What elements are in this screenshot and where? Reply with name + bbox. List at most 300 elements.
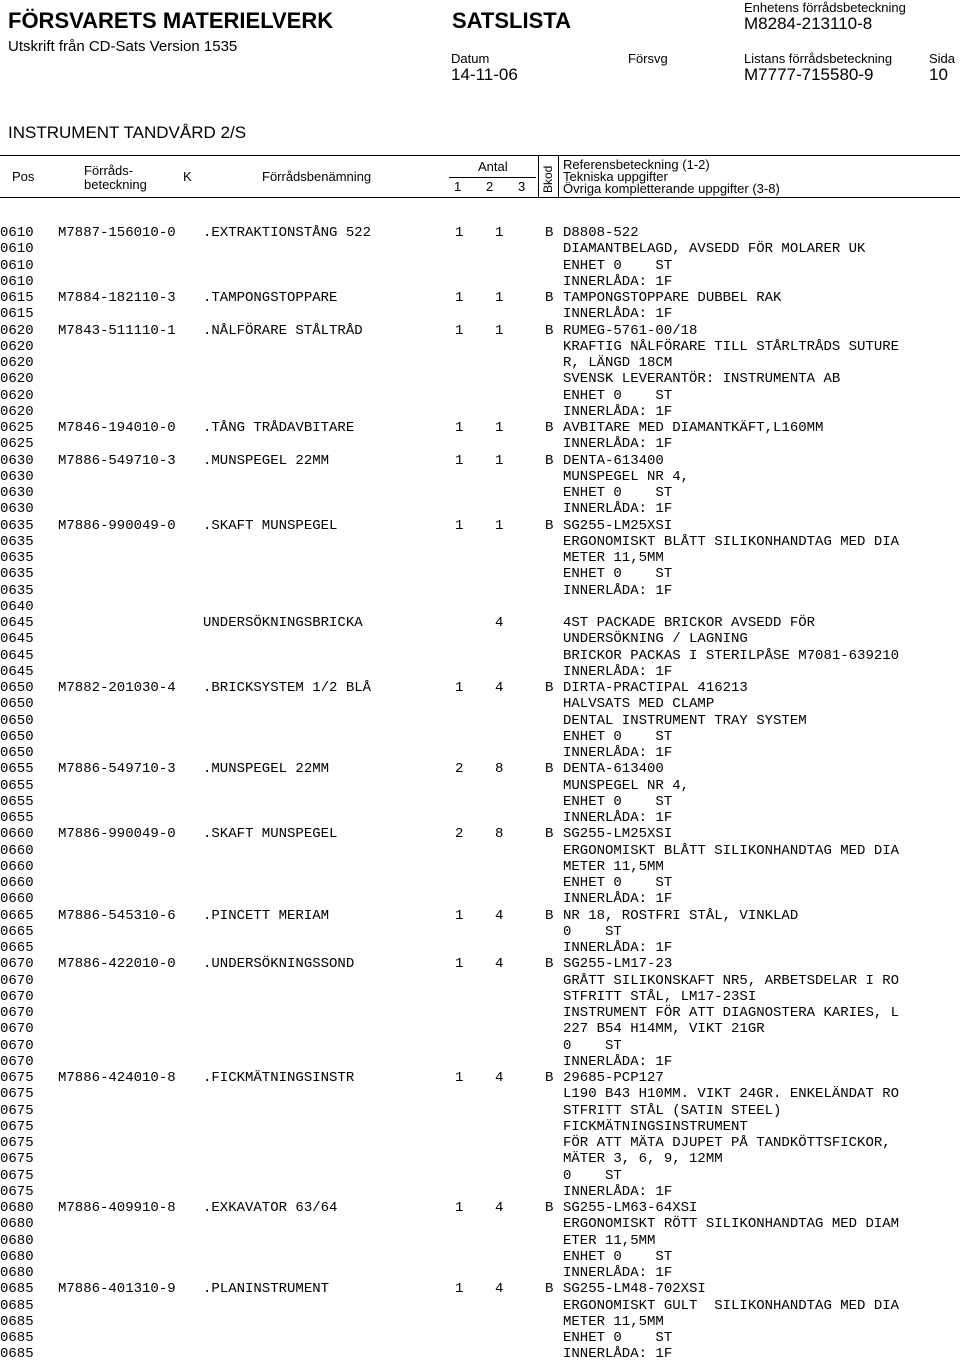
row-pos: 0675 [0,1135,34,1151]
row-article-number: M7887-156010-0 [58,225,176,241]
row-pos: 0645 [0,631,34,648]
row-reference: ENHET 0 ST [563,485,673,501]
table-row [0,924,960,940]
row-pos: 0680 [0,1248,34,1265]
row-qty-2: 4 [495,1281,504,1298]
row-reference: 227 B54 H14MM, VIKT 21GR [563,1021,765,1038]
row-reference: STFRITT STÅL, LM17-23SI [563,988,757,1005]
row-pos: 0675 [0,1151,34,1168]
list-label: Listans förrådsbeteckning [744,51,893,66]
row-qty-1: 1 [455,1281,464,1298]
row-reference: ENHET 0 ST [563,1248,673,1265]
row-reference: MUNSPEGEL NR 4, [563,777,690,794]
row-reference: INNERLÅDA: 1F [563,436,673,453]
row-reference: ENHET 0 ST [563,566,673,583]
row-reference: KRAFTIG NÅLFÖRARE TILL STÅRLTRÅDS SUTURE [563,338,900,355]
row-reference: ENHET 0 ST [563,728,673,745]
row-qty-2: 8 [495,761,504,778]
col-antal-3: 3 [518,179,526,194]
row-reference: AVBITARE MED DIAMANTKÄFT,L160MM [563,420,824,436]
row-pos: 0680 [0,1232,34,1249]
row-qty-2: 4 [495,680,504,696]
row-item-name: .UNDERSÖKNINGSSOND [203,956,355,973]
table-row [0,1119,960,1135]
row-article-number: M7886-422010-0 [58,956,176,973]
row-article-number: M7886-990049-0 [58,517,176,534]
section-title: INSTRUMENT TANDVÅRD 2/S [8,123,247,142]
date-value: 14-11-06 [451,65,518,84]
row-bkod: B [545,1200,554,1216]
table-row [0,1135,960,1151]
table-row [0,1151,960,1167]
table-row [0,1168,960,1184]
row-reference: METER 11,5MM [563,858,664,875]
col-antal-1: 1 [454,179,462,194]
row-pos: 0615 [0,306,34,323]
row-qty-2: 4 [495,1070,504,1086]
row-pos: 0670 [0,956,34,973]
table-row [0,843,960,859]
row-article-number: M7886-401310-9 [58,1281,176,1298]
row-pos: 0610 [0,225,34,241]
row-bkod: B [545,1070,554,1086]
row-pos: 0670 [0,1021,34,1038]
table-row [0,1346,960,1362]
row-qty-1: 1 [455,956,464,973]
row-pos: 0635 [0,550,34,566]
row-qty-2: 8 [495,826,504,843]
row-reference: 0 ST [563,1167,622,1184]
row-qty-1: 1 [455,907,464,924]
row-reference: INNERLÅDA: 1F [563,891,673,908]
row-pos: 0610 [0,241,34,258]
table-row [0,729,960,745]
print-subtitle: Utskrift från CD-Sats Version 1535 [8,38,238,55]
table-row [0,388,960,404]
row-pos: 0625 [0,436,34,453]
row-qty-2: 4 [495,615,504,631]
row-pos: 0635 [0,533,34,550]
row-qty-1: 2 [455,761,464,778]
row-reference: R, LÄNGD 18CM [563,355,673,371]
row-reference: L190 B43 H10MM. VIKT 24GR. ENKELÄNDAT RO [563,1086,900,1103]
table-row [0,274,960,290]
table-row [0,1298,960,1314]
row-item-name: .MUNSPEGEL 22MM [203,452,330,469]
table-row [0,1005,960,1021]
table-row [0,826,960,842]
row-pos: 0645 [0,615,34,631]
row-qty-1: 1 [455,420,464,436]
table-row [0,436,960,452]
table-row [0,1330,960,1346]
row-pos: 0610 [0,257,34,274]
table-row [0,1314,960,1330]
row-pos: 0670 [0,988,34,1005]
row-reference: DENTAL INSTRUMENT TRAY SYSTEM [563,712,807,729]
row-qty-2: 1 [495,225,504,241]
row-reference: ENHET 0 ST [563,793,673,810]
row-article-number: M7886-409910-8 [58,1200,176,1216]
row-item-name: .SKAFT MUNSPEGEL [203,517,338,534]
col-antal-2: 2 [486,179,494,194]
row-reference: ETER 11,5MM [563,1232,656,1249]
row-pos: 0685 [0,1281,34,1298]
table-row [0,680,960,696]
header-top-rule [0,155,960,156]
table-row [0,1265,960,1281]
row-qty-1: 2 [455,826,464,843]
row-article-number: M7846-194010-0 [58,420,176,436]
row-bkod: B [545,680,554,696]
table-row [0,241,960,257]
row-pos: 0645 [0,663,34,680]
table-row [0,306,960,322]
row-article-number: M7884-182110-3 [58,290,176,306]
table-row [0,534,960,550]
row-pos: 0655 [0,793,34,810]
row-pos: 0670 [0,1037,34,1054]
item-list [0,225,960,1363]
row-pos: 0675 [0,1070,34,1086]
row-pos: 0655 [0,761,34,778]
row-qty-1: 1 [455,452,464,469]
row-item-name: .TAMPONGSTOPPARE [203,290,338,306]
row-pos: 0685 [0,1297,34,1314]
row-reference: INNERLÅDA: 1F [563,810,673,826]
col-ref-3: Övriga kompletterande uppgifter (3-8) [563,181,780,196]
row-item-name: .NÅLFÖRARE STÅLTRÅD [203,322,363,339]
row-pos: 0650 [0,728,34,745]
table-row [0,290,960,306]
row-pos: 0620 [0,387,34,404]
table-row [0,258,960,274]
row-qty-1: 1 [455,290,464,306]
row-reference: 0 ST [563,1037,622,1054]
row-pos: 0675 [0,1102,34,1119]
row-pos: 0685 [0,1330,34,1346]
row-reference: ERGONOMISKT BLÅTT SILIKONHANDTAG MED DIA [563,533,900,550]
col-pos: Pos [12,169,35,184]
row-pos: 0650 [0,745,34,761]
table-row [0,615,960,631]
row-reference: SG255-LM25XSI [563,826,673,843]
row-article-number: M7886-549710-3 [58,452,176,469]
row-reference: RUMEG-5761-00/18 [563,322,698,339]
row-qty-2: 4 [495,1200,504,1216]
row-reference: SG255-LM17-23 [563,956,673,973]
row-article-number: M7886-990049-0 [58,826,176,843]
row-bkod: B [545,290,554,306]
org-title: FÖRSVARETS MATERIELVERK [8,8,334,33]
row-reference: INNERLÅDA: 1F [563,663,673,680]
row-reference: INNERLÅDA: 1F [563,501,673,518]
row-bkod: B [545,907,554,924]
row-pos: 0660 [0,875,34,891]
table-row [0,225,960,241]
row-bkod: B [545,517,554,534]
row-reference: HALVSATS MED CLAMP [563,696,715,713]
row-pos: 0630 [0,501,34,518]
table-row [0,1038,960,1054]
row-item-name: .EXKAVATOR 63/64 [203,1200,338,1216]
row-qty-1: 1 [455,680,464,696]
row-pos: 0670 [0,1053,34,1070]
table-row [0,599,960,615]
row-pos: 0640 [0,598,34,615]
row-pos: 0675 [0,1183,34,1200]
row-reference: ERGONOMISKT BLÅTT SILIKONHANDTAG MED DIA [563,842,900,859]
row-pos: 0615 [0,290,34,306]
row-item-name: UNDERSÖKNINGSBRICKA [203,615,363,631]
row-pos: 0675 [0,1086,34,1103]
row-pos: 0680 [0,1216,34,1233]
row-pos: 0630 [0,452,34,469]
row-reference: INNERLÅDA: 1F [563,745,673,761]
table-row [0,875,960,891]
table-row [0,713,960,729]
row-pos: 0680 [0,1265,34,1281]
row-bkod: B [545,1281,554,1298]
row-reference: METER 11,5MM [563,1313,664,1330]
table-row [0,1249,960,1265]
row-pos: 0665 [0,940,34,956]
row-item-name: .BRICKSYSTEM 1/2 BLÅ [203,680,372,696]
row-pos: 0655 [0,810,34,826]
row-reference: UNDERSÖKNING / LAGNING [563,631,748,648]
row-pos: 0660 [0,858,34,875]
table-row [0,1281,960,1297]
row-bkod: B [545,225,554,241]
table-row [0,940,960,956]
row-pos: 0685 [0,1313,34,1330]
row-item-name: .PINCETT MERIAM [203,907,330,924]
col-forrad-2: beteckning [84,177,147,192]
table-row [0,1216,960,1232]
table-row [0,1070,960,1086]
bkod-right-line [558,156,559,197]
row-qty-2: 1 [495,420,504,436]
row-reference: INNERLÅDA: 1F [563,1183,673,1200]
table-row [0,583,960,599]
row-reference: BRICKOR PACKAS I STERILPÅSE M7081-639210 [563,647,900,664]
row-bkod: B [545,420,554,436]
row-pos: 0680 [0,1200,34,1216]
row-reference: SG255-LM63-64XSI [563,1200,698,1216]
table-row [0,891,960,907]
row-reference: MÄTER 3, 6, 9, 12MM [563,1151,723,1168]
row-item-name: .FICKMÄTNINGSINSTR [203,1070,355,1086]
bkod-left-line [538,156,539,197]
row-qty-2: 4 [495,907,504,924]
row-reference: INSTRUMENT FÖR ATT DIAGNOSTERA KARIES, L [563,1005,900,1021]
table-row [0,501,960,517]
unit-value: M8284-213110-8 [744,14,873,33]
table-row [0,1184,960,1200]
table-row [0,794,960,810]
table-row [0,956,960,972]
row-reference: FICKMÄTNINGSINSTRUMENT [563,1118,748,1135]
row-item-name: .SKAFT MUNSPEGEL [203,826,338,843]
table-row [0,550,960,566]
row-qty-2: 1 [495,322,504,339]
row-reference: FÖR ATT MÄTA DJUPET PÅ TANDKÖTTSFICKOR, [563,1135,891,1151]
row-pos: 0630 [0,485,34,501]
table-row [0,339,960,355]
col-bkod: Bkod [541,165,555,193]
row-pos: 0675 [0,1118,34,1135]
row-qty-1: 1 [455,517,464,534]
header-bottom-rule [0,197,960,198]
row-reference: GRÅTT SILIKONSKAFT NR5, ARBETSDELAR I RO [563,972,900,989]
row-reference: INNERLÅDA: 1F [563,306,673,323]
table-row [0,696,960,712]
row-reference: INNERLÅDA: 1F [563,940,673,956]
row-reference: 4ST PACKADE BRICKOR AVSEDD FÖR [563,615,816,631]
row-pos: 0645 [0,647,34,664]
row-bkod: B [545,322,554,339]
row-article-number: M7886-424010-8 [58,1070,176,1086]
col-forrad-1: Förråds- [84,163,134,178]
row-pos: 0650 [0,680,34,696]
row-qty-1: 1 [455,225,464,241]
row-reference: TAMPONGSTOPPARE DUBBEL RAK [563,290,782,306]
table-row [0,485,960,501]
row-pos: 0620 [0,322,34,339]
row-reference: ERGONOMISKT RÖTT SILIKONHANDTAG MED DIAM [563,1216,900,1233]
row-reference: ENHET 0 ST [563,1330,673,1346]
col-name: Förrådsbenämning [262,169,372,184]
doc-type: SATSLISTA [452,8,571,33]
row-pos: 0670 [0,972,34,989]
row-qty-1: 1 [455,322,464,339]
table-row [0,745,960,761]
row-pos: 0650 [0,696,34,713]
row-reference: INNERLÅDA: 1F [563,1053,673,1070]
row-reference: 0 ST [563,923,622,940]
row-article-number: M7886-549710-3 [58,761,176,778]
row-pos: 0635 [0,566,34,583]
row-reference: INNERLÅDA: 1F [563,1265,673,1281]
row-item-name: .MUNSPEGEL 22MM [203,761,330,778]
row-item-name: .TÅNG TRÅDAVBITARE [203,420,355,436]
row-pos: 0620 [0,403,34,420]
list-value: M7777-715580-9 [744,65,874,84]
row-item-name: .EXTRAKTIONSTÅNG 522 [203,225,372,241]
row-item-name: .PLANINSTRUMENT [203,1281,330,1298]
row-reference: SG255-LM48-702XSI [563,1281,706,1298]
row-article-number: M7886-545310-6 [58,907,176,924]
page-value: 10 [929,65,948,84]
table-row [0,1021,960,1037]
row-pos: 0685 [0,1346,34,1363]
table-row [0,989,960,1005]
table-row [0,778,960,794]
date-label: Datum [451,51,490,66]
row-qty-2: 1 [495,290,504,306]
table-row [0,1233,960,1249]
table-row [0,518,960,534]
row-pos: 0665 [0,907,34,924]
row-qty-1: 1 [455,1200,464,1216]
table-row [0,761,960,777]
row-bkod: B [545,956,554,973]
row-pos: 0655 [0,777,34,794]
col-ref-2: Tekniska uppgifter [563,169,668,184]
row-pos: 0610 [0,273,34,290]
row-reference: D8808-522 [563,225,639,241]
row-reference: STFRITT STÅL (SATIN STEEL) [563,1102,782,1119]
row-pos: 0620 [0,338,34,355]
row-reference: SG255-LM25XSI [563,517,673,534]
row-pos: 0635 [0,582,34,599]
table-row [0,404,960,420]
row-pos: 0660 [0,842,34,859]
col-antal: Antal [478,159,508,174]
row-reference: INNERLÅDA: 1F [563,582,673,599]
antal-divider [449,177,536,178]
row-pos: 0650 [0,712,34,729]
row-reference: INNERLÅDA: 1F [563,403,673,420]
table-row [0,323,960,339]
row-pos: 0620 [0,355,34,371]
row-pos: 0660 [0,826,34,843]
table-row [0,1054,960,1070]
row-bkod: B [545,452,554,469]
row-reference: DENTA-613400 [563,452,664,469]
table-row [0,1086,960,1102]
row-bkod: B [545,761,554,778]
table-row [0,420,960,436]
table-row [0,566,960,582]
row-reference: NR 18, ROSTFRI STÅL, VINKLAD [563,907,799,924]
col-ref-1: Referensbeteckning (1-2) [563,157,710,172]
table-row [0,859,960,875]
row-reference: ENHET 0 ST [563,875,673,891]
row-article-number: M7882-201030-4 [58,680,176,696]
row-pos: 0660 [0,891,34,908]
row-qty-2: 1 [495,452,504,469]
table-row [0,1103,960,1119]
row-pos: 0635 [0,517,34,534]
row-reference: DIRTA-PRACTIPAL 416213 [563,680,748,696]
col-k: K [183,169,192,184]
row-reference: 29685-PCP127 [563,1070,664,1086]
table-row [0,355,960,371]
table-row [0,810,960,826]
table-row [0,648,960,664]
row-reference: ERGONOMISKT GULT SILIKONHANDTAG MED DIA [563,1297,900,1314]
page-label: Sida [929,51,956,66]
table-row [0,469,960,485]
row-reference: METER 11,5MM [563,550,664,566]
row-reference: ENHET 0 ST [563,387,673,404]
row-reference: INNERLÅDA: 1F [563,1346,673,1363]
table-row [0,631,960,647]
row-qty-2: 4 [495,956,504,973]
table-row [0,664,960,680]
row-reference: DIAMANTBELAGD, AVSEDD FÖR MOLARER UK [563,241,866,258]
row-bkod: B [545,826,554,843]
row-article-number: M7843-511110-1 [58,322,176,339]
row-reference: INNERLÅDA: 1F [563,273,673,290]
row-pos: 0675 [0,1167,34,1184]
row-pos: 0665 [0,923,34,940]
row-reference: MUNSPEGEL NR 4, [563,468,690,485]
table-row [0,453,960,469]
row-qty-2: 1 [495,517,504,534]
table-row [0,371,960,387]
